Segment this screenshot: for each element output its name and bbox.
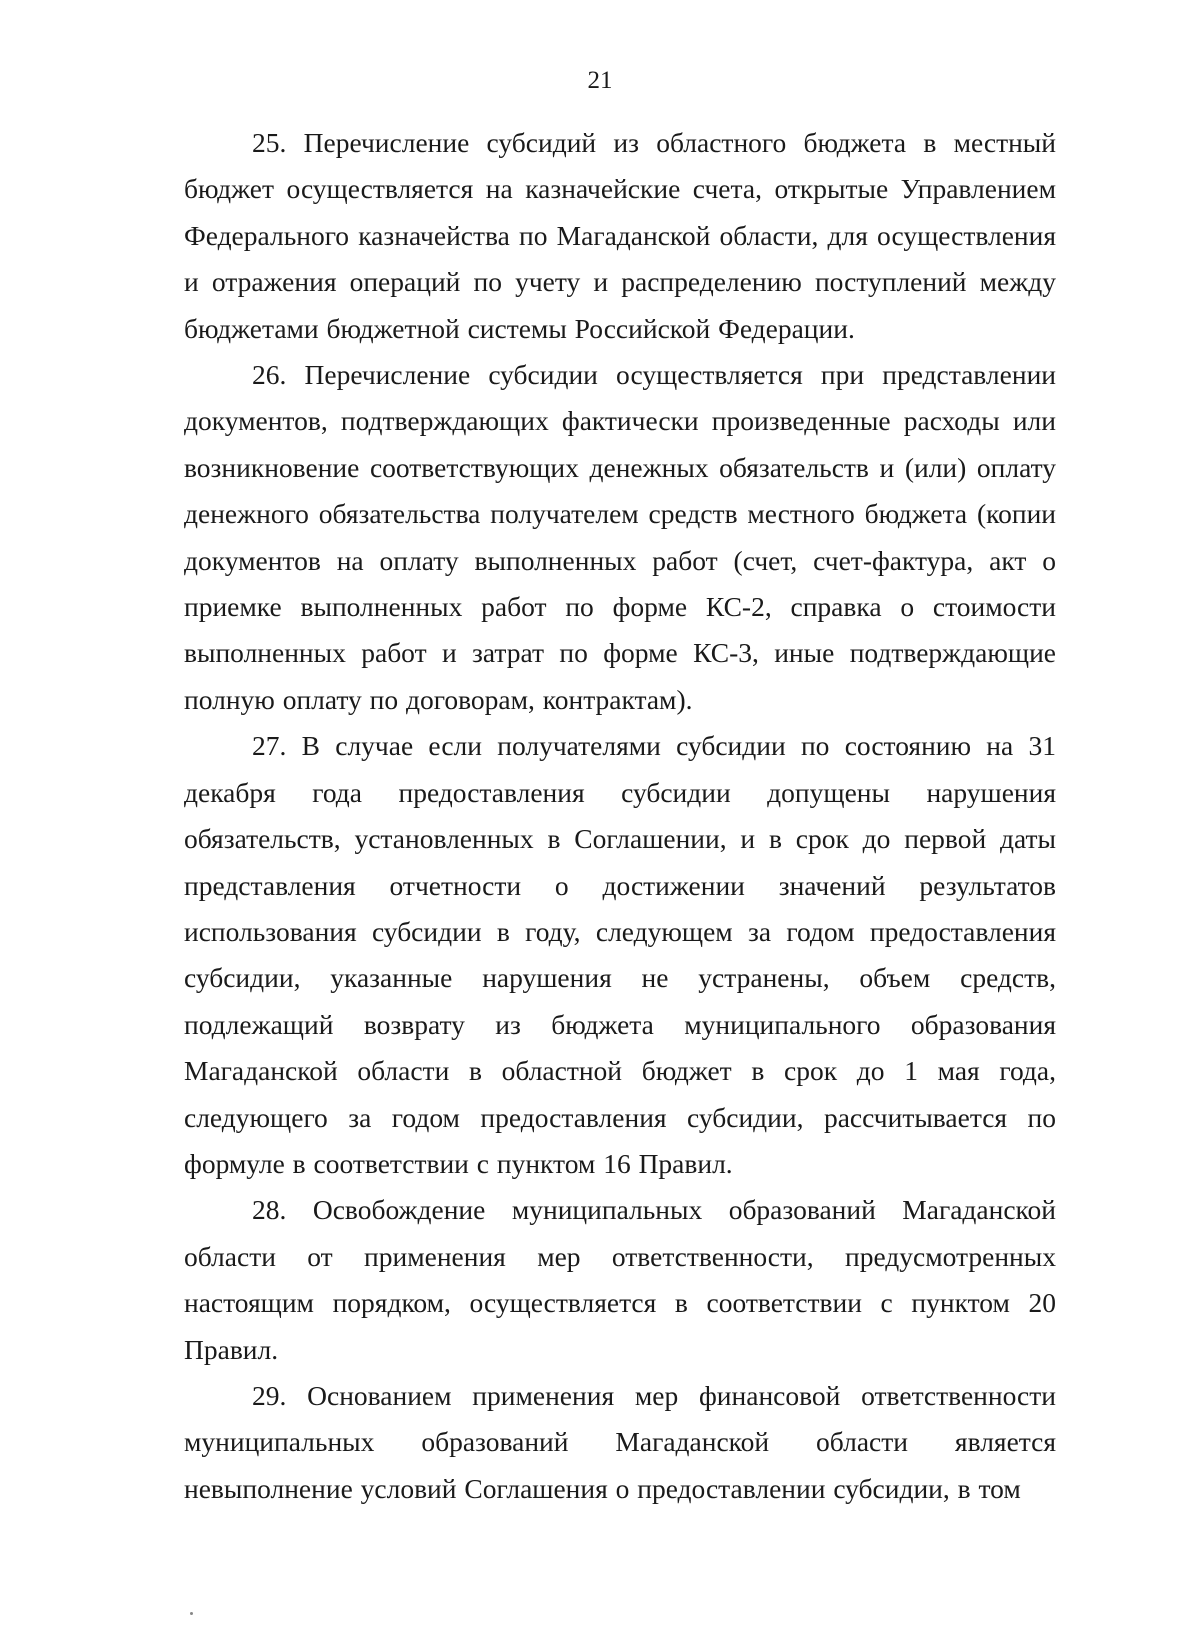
paragraph-27: 27. В случае если получателями субсидии по состоянию на 31 декабря года предоставления субсидии допущены нарушения обязательств, установленных в Соглашении, и в срок до первой даты представления отчетности о достижении значений результатов использования субсидии в году, следующем за годом предоставления субсидии, указанные нарушения не устранены, объем средств, подлежащий возврату из бюджета муниципального образования Магаданской области в областной бюджет в срок до 1 мая года, следующего за годом предоставления субсидии, рассчитывается по формуле в соответствии с пунктом 16 Правил. bbox=[184, 730, 1056, 1179]
scan-artifact-dot bbox=[190, 1612, 193, 1615]
paragraph-28: 28. Освобождение муниципальных образований Магаданской области от применения мер ответственности, предусмотренных настоящим порядком, осуществляется в соответствии с пунктом 20 Правил. bbox=[184, 1194, 1056, 1365]
document-body bbox=[184, 120, 1056, 1512]
paragraph-29: 29. Основанием применения мер финансовой ответственности муниципальных образований Магаданской области является невыполнение условий Соглашения о предоставлении субсидии, в том bbox=[184, 1379, 1056, 1504]
page-number: 21 bbox=[587, 67, 613, 94]
paragraph-26: 26. Перечисление субсидии осуществляется при представлении документов, подтверждающих фактически произведенные расходы или возникновение соответствующих денежных обязательств и (или) оплату денежного обязательства получателем средств местного бюджета (копии документов на оплату выполненных работ (счет, счет-фактура, акт о приемке выполненных работ по форме КС-2, справка о стоимости выполненных работ и затрат по форме КС-3, иные подтверждающие полную оплату по договорам, контрактам). bbox=[184, 359, 1056, 715]
paragraph-25: 25. Перечисление субсидий из областного бюджета в местный бюджет осуществляется на казначейские счета, открытые Управлением Федерального казначейства по Магаданской области, для осуществления и отражения операций по учету и распределению поступлений между бюджетами бюджетной системы Российской Федерации. bbox=[184, 127, 1056, 344]
